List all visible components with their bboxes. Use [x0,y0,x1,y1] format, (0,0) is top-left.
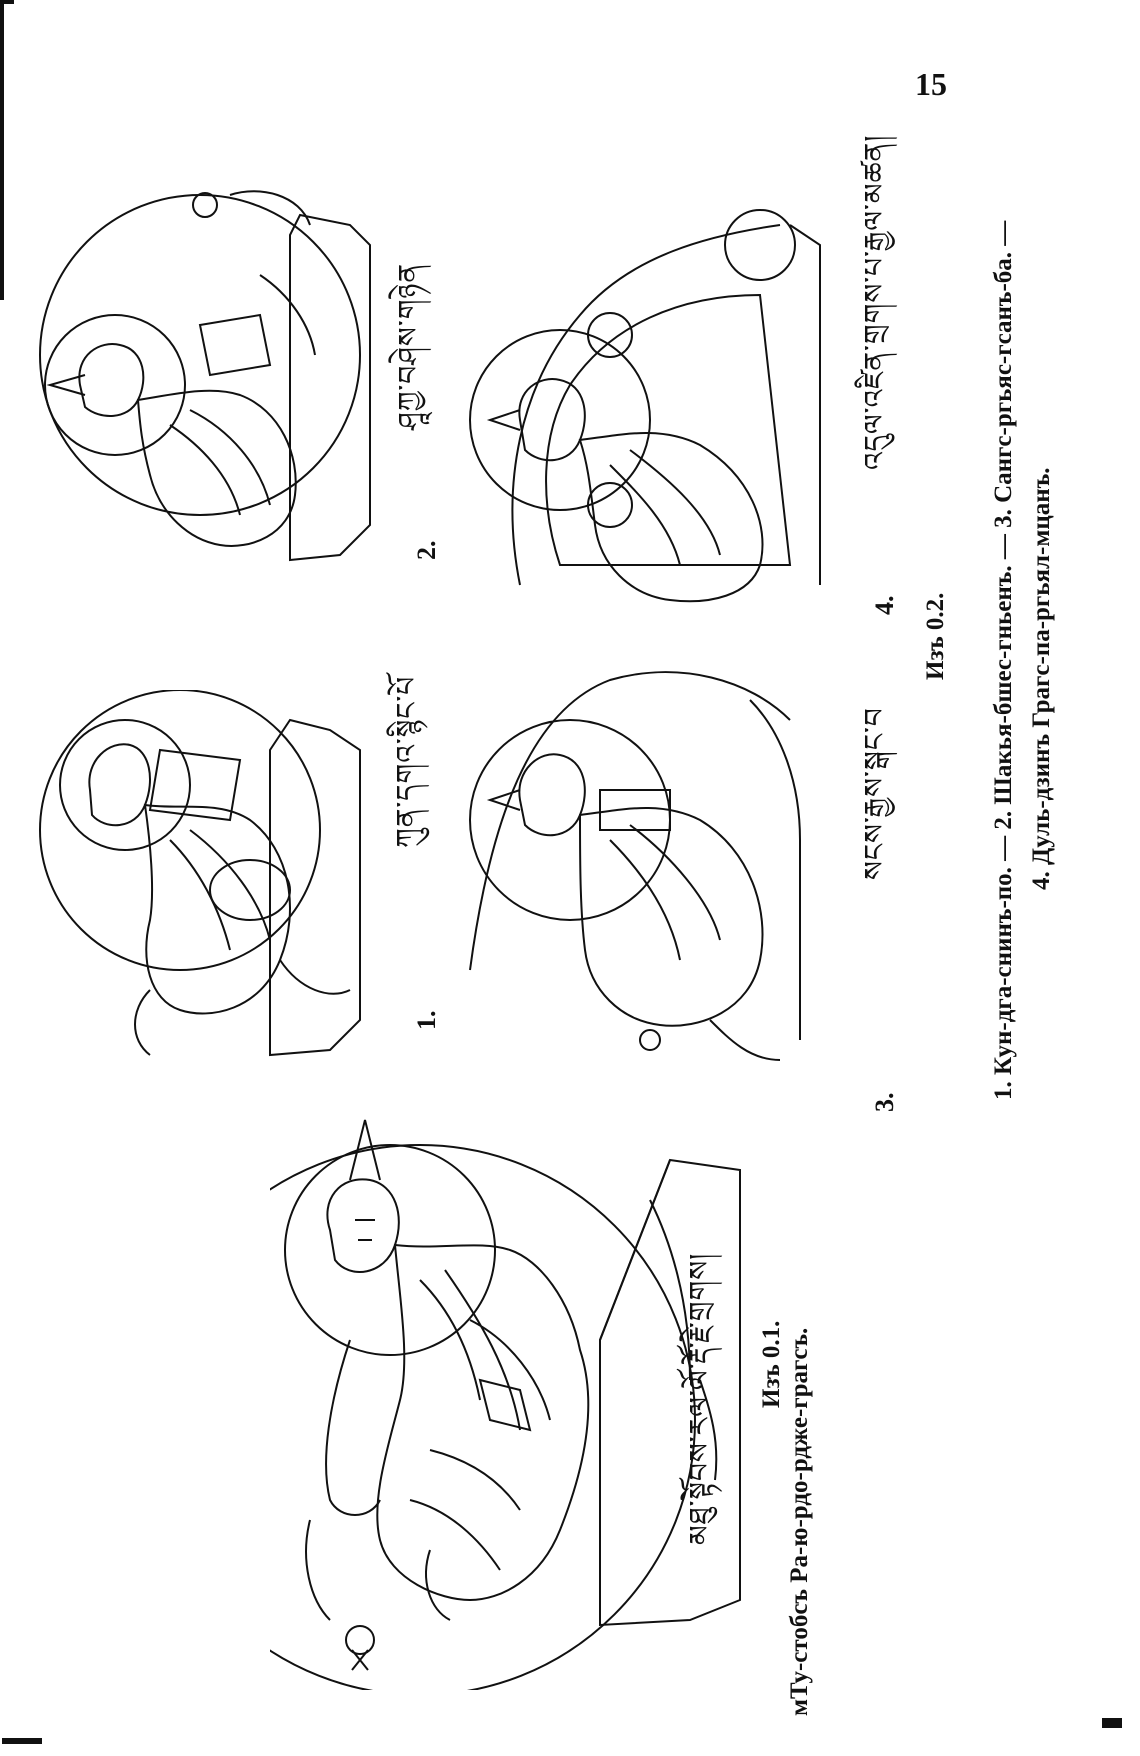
head-outline [79,344,143,416]
figure-3-seated-lama [450,620,830,1080]
throne-drape [280,960,350,994]
figure-4-tibetan-name: འདུལ་འཛིན་གྲགས་པ་རྒྱལ་མཚན། [858,134,891,470]
mandala-ornament [588,313,632,357]
scan-edge-bottom-left [2,1738,42,1744]
figure-1-tibetan-name: ཀུན་དགའ་སྙིང་པོ [390,675,423,848]
halo-circle [470,330,650,510]
throne-edge [600,1160,670,1340]
aureole-arc [470,672,790,970]
raised-arm [326,1340,380,1515]
tibetan-inscription-left: མཐུ་སྟོབས་རལ་ལོ་རྡོ་རྗེ་གྲགས། [683,1252,716,1545]
head-outline [519,754,584,835]
pointed-hat [490,790,520,810]
vase-outline [725,210,795,280]
head-outline [327,1179,398,1272]
scan-edge-left [0,0,4,300]
page-number: 15 [915,66,947,102]
ritual-object [346,1626,374,1654]
robe-outline [145,805,290,1013]
ritual-object [193,193,217,217]
robe-outline [580,433,763,601]
throne-base [270,720,360,1055]
figure-1-seated-lama [30,690,400,1070]
head-outline [89,744,150,825]
figure-3-number: 3. [870,1092,899,1112]
caption-right-line-2: 4. Дуль-дзинъ Грагс-па-ргьял-мцанъ. [1028,467,1055,890]
scarf-flow [260,275,315,355]
source-label-right: Изъ 0.2. [922,592,949,680]
figure-2-number: 2. [412,540,441,560]
throne-base [290,215,370,560]
figure-2-seated-lama [30,175,400,595]
aureole-arc [513,225,781,585]
halo-circle [60,720,190,850]
robe-folds [610,825,720,960]
face-lines [355,1220,375,1240]
halo-circle [45,315,185,455]
head-outline [519,379,584,460]
halo-circle [470,720,670,920]
scarf-flow [306,1520,330,1620]
robe-outline [580,808,763,1026]
lotus-object [640,1030,660,1050]
robe-folds [170,410,270,515]
robe-folds [170,830,270,950]
held-book [200,315,270,375]
rock-backdrop [750,700,800,1040]
aureole-circle [40,690,320,970]
sleeve [210,860,290,920]
rock-backdrop [790,225,820,585]
rock-detail [710,1020,780,1060]
caption-left: мТу-стобсъ Ра-ю-рдо-рдже-грагсъ. [786,1327,813,1716]
figure-4-seated-lama [460,185,860,610]
halo-circle [285,1145,495,1355]
held-book [480,1380,530,1430]
mandala-ornament-2 [588,483,632,527]
figure-1-number: 1. [412,1010,441,1030]
figure-2-tibetan-name: ཤཱཀྱ་བཤེས་གཉེན [392,262,425,430]
source-label-left: Изъ 0.1. [758,1320,785,1408]
pointed-hat [490,410,520,430]
scan-edge-bottom-right [1102,1718,1122,1728]
aureole-circle [270,1145,695,1690]
figure-4-number: 4. [870,595,899,615]
lotus-object [135,990,150,1055]
robe-folds [610,450,720,565]
hand [426,1550,450,1620]
figure-3-tibetan-name: སངས་རྒྱས་སྒང་བ [858,707,891,880]
robe-folds-lower [410,1450,520,1570]
caption-right-line-1: 1. Кун-дга-снинъ-по. — 2. Шакья-бшес-гньенъ. — 3. Сангс-ргьяс-гсанъ-ба. — [990,220,1017,1100]
